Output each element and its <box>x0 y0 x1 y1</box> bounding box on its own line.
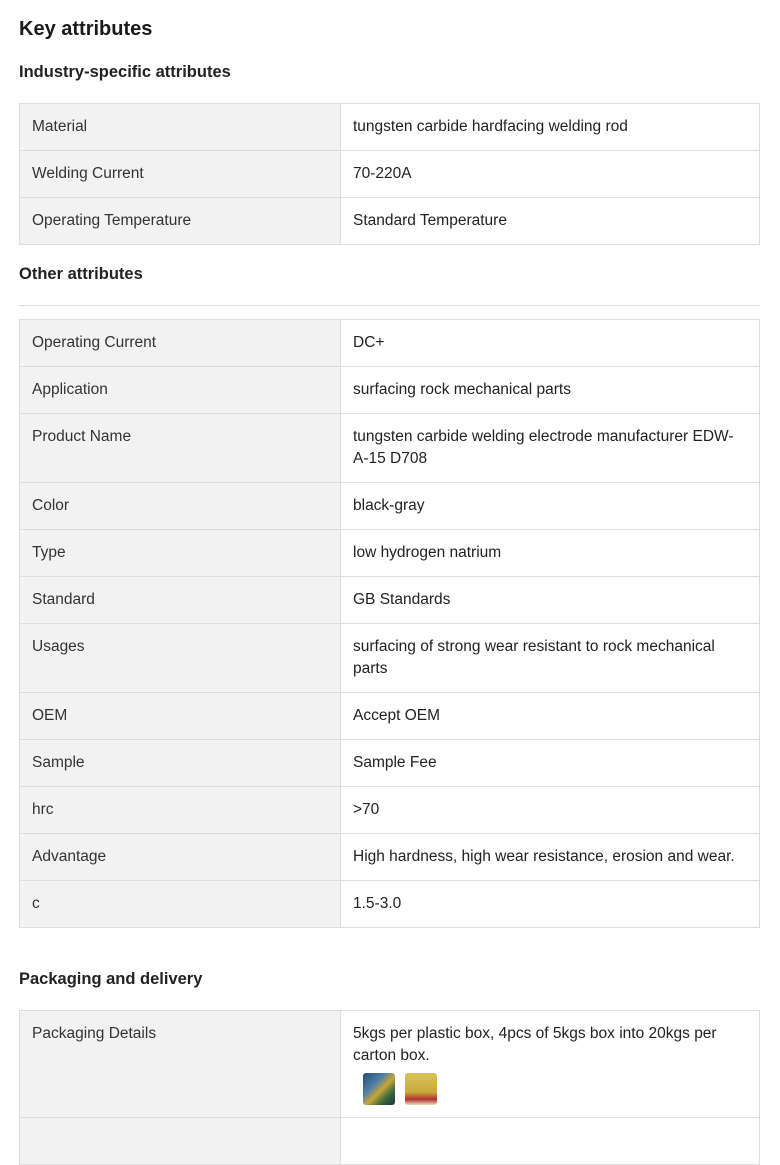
attr-value: 70-220A <box>341 151 760 198</box>
attr-label: Product Name <box>20 414 341 483</box>
attr-label: Usages <box>20 624 341 693</box>
packaging-table <box>19 1010 760 1165</box>
attr-label: Material <box>20 104 341 151</box>
table-row <box>20 198 760 245</box>
attr-value-empty <box>341 1118 760 1165</box>
carton-photo-thumbnail[interactable] <box>405 1073 437 1105</box>
attr-value: Sample Fee <box>341 740 760 787</box>
table-row <box>20 624 760 693</box>
attr-label: Standard <box>20 577 341 624</box>
table-row <box>20 787 760 834</box>
table-row <box>20 1118 760 1165</box>
attr-value: High hardness, high wear resistance, erosion and wear. <box>341 834 760 881</box>
industry-attributes-table <box>19 103 760 245</box>
industry-heading: Industry-specific attributes <box>19 63 231 81</box>
attr-label: Application <box>20 367 341 414</box>
attr-label: Advantage <box>20 834 341 881</box>
table-row <box>20 104 760 151</box>
table-row <box>20 151 760 198</box>
attr-value: tungsten carbide welding electrode manufacturer EDW-A-15 D708 <box>341 414 760 483</box>
packaging-heading: Packaging and delivery <box>19 970 203 988</box>
page-title: Key attributes <box>19 18 153 40</box>
attr-label: Welding Current <box>20 151 341 198</box>
divider-gap <box>19 306 340 319</box>
attr-label: Color <box>20 483 341 530</box>
table-row <box>20 577 760 624</box>
box-photo-thumbnail[interactable] <box>363 1073 395 1105</box>
attr-value: black-gray <box>341 483 760 530</box>
table-row <box>20 881 760 928</box>
attr-value: 1.5-3.0 <box>341 881 760 928</box>
other-attributes-table <box>19 319 760 928</box>
attr-label-empty <box>20 1118 341 1165</box>
attr-label: hrc <box>20 787 341 834</box>
table-row <box>20 367 760 414</box>
attr-value: surfacing of strong wear resistant to rock mechanical parts <box>341 624 760 693</box>
attr-label: Sample <box>20 740 341 787</box>
table-divider <box>19 305 760 319</box>
attr-value: GB Standards <box>341 577 760 624</box>
attr-value: >70 <box>341 787 760 834</box>
attr-value-cell <box>341 1011 760 1118</box>
attr-label: Operating Current <box>20 320 341 367</box>
attr-label: OEM <box>20 693 341 740</box>
attr-label: c <box>20 881 341 928</box>
attr-value: tungsten carbide hardfacing welding rod <box>341 104 760 151</box>
attr-value: surfacing rock mechanical parts <box>341 367 760 414</box>
table-row <box>20 1011 760 1118</box>
table-row <box>20 693 760 740</box>
attr-value: low hydrogen natrium <box>341 530 760 577</box>
attr-label: Type <box>20 530 341 577</box>
attr-label: Packaging Details <box>20 1011 341 1118</box>
attr-label: Operating Temperature <box>20 198 341 245</box>
attr-value: Standard Temperature <box>341 198 760 245</box>
attr-value: DC+ <box>341 320 760 367</box>
packaging-thumbnails <box>353 1073 747 1105</box>
table-row <box>20 530 760 577</box>
table-row <box>20 414 760 483</box>
table-row <box>20 483 760 530</box>
table-row <box>20 834 760 881</box>
table-row <box>20 320 760 367</box>
table-row <box>20 740 760 787</box>
other-heading: Other attributes <box>19 265 143 283</box>
attr-value: Accept OEM <box>341 693 760 740</box>
attr-value: 5kgs per plastic box, 4pcs of 5kgs box into 20kgs per carton box. <box>353 1025 717 1064</box>
